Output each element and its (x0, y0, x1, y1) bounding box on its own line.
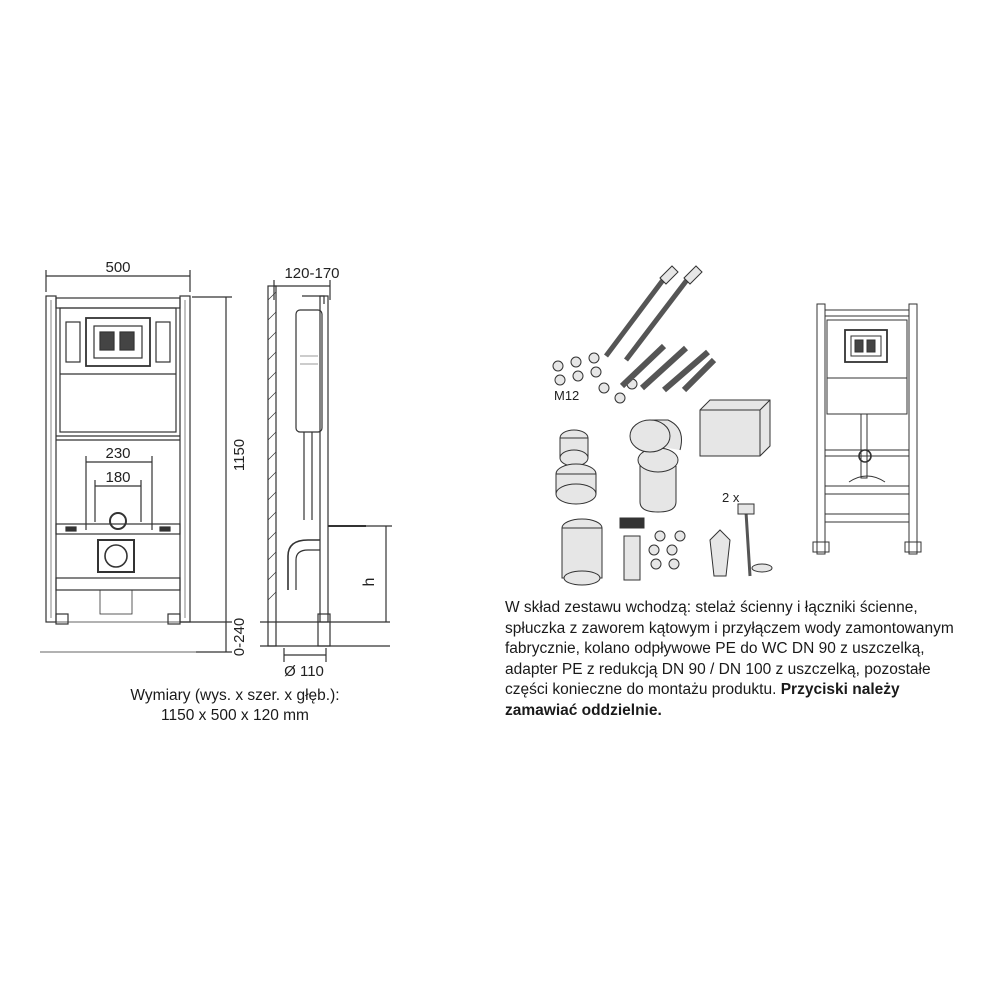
count-label: 2 x (722, 490, 740, 505)
side-h-label: h (361, 577, 378, 587)
front-height-label: 1150 (231, 438, 248, 472)
anchor-size-label: M12 (554, 388, 580, 403)
kit-description (505, 598, 975, 721)
dimensions-caption-line2: 1150 x 500 x 120 mm (161, 707, 309, 724)
side-pipe-label: Ø 110 (284, 663, 324, 680)
front-span-230-label: 230 (105, 445, 131, 462)
side-view-drawing (260, 0, 410, 690)
kit-description-text: W skład zestawu wchodzą: stelaż ścienny i łączniki ścienne, spłuczka z zaworem kątowym i przyłączem wody zamontowanym fabrycznie, kolano odpływowe PE do WC DN 90 z uszczelką, adapter PE z redukcją DN 90 / DN 100 z uszczelką, pozostałe części konieczne do montażu produktu. (505, 599, 954, 698)
side-depth-label: 120-170 (284, 265, 340, 282)
front-span-180-label: 180 (105, 469, 131, 486)
parts-illustration (540, 260, 800, 590)
kit-description-bold-note: Przyciski należy zamawiać oddzielnie. (505, 681, 900, 719)
front-height-adjust-label: 0-240 (231, 617, 248, 657)
dimensions-caption-line1: Wymiary (wys. x szer. x głęb.): (130, 687, 340, 704)
front-width-label: 500 (105, 259, 131, 276)
frame-thumbnail (805, 300, 935, 570)
dimensions-caption (60, 686, 410, 726)
front-view-drawing (0, 0, 260, 680)
